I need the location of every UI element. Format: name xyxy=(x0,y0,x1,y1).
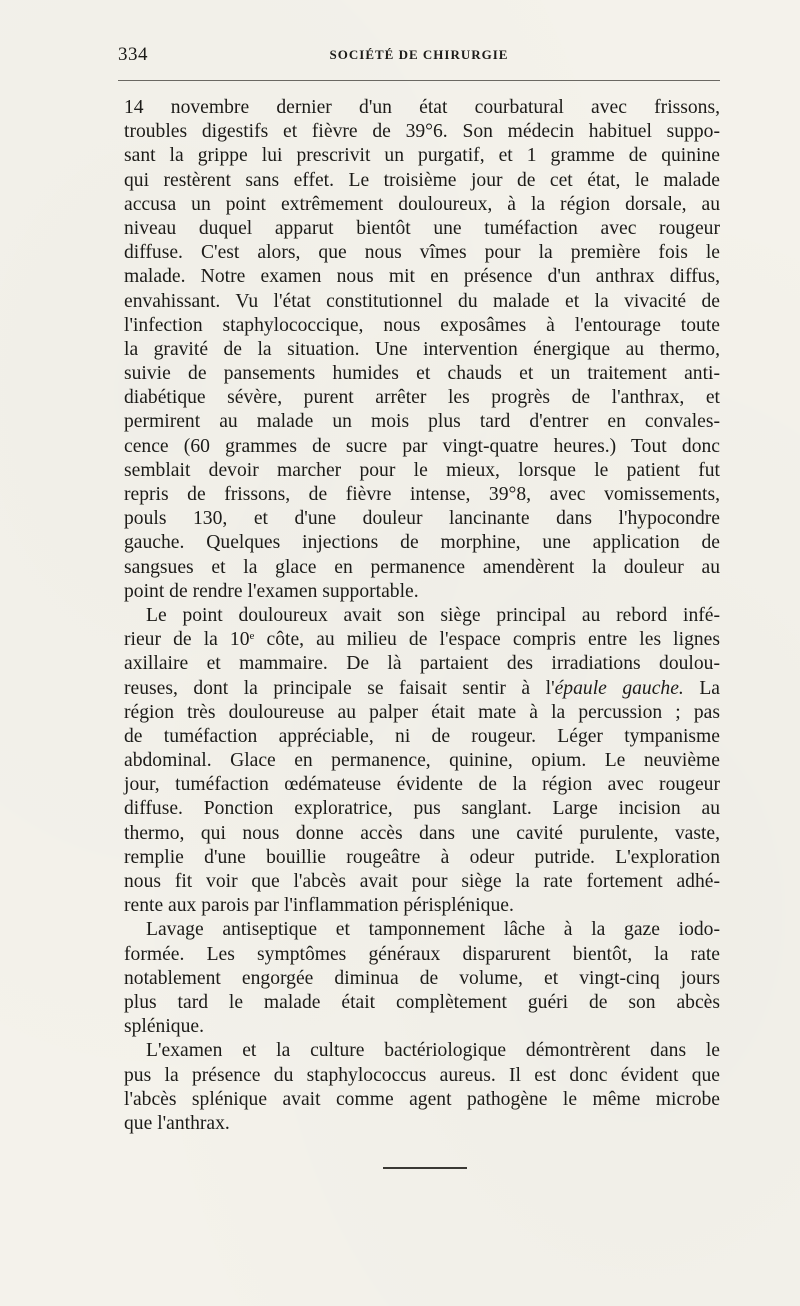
text-line: remplie d'une bouillie rougeâtre à odeur putride. L'exploration xyxy=(124,846,720,868)
text-line: envahissant. Vu l'état constitutionnel du malade et la vivacité de xyxy=(124,290,720,312)
text-line: pouls 130, et d'une douleur lancinante dans l'hypocondre xyxy=(124,508,720,530)
header-rule xyxy=(118,80,720,81)
paragraph-4 xyxy=(124,1039,720,1136)
running-title: SOCIÉTÉ DE CHIRURGIE xyxy=(329,47,509,62)
text-fragment: La xyxy=(683,677,720,699)
superscript: e xyxy=(249,630,255,643)
paragraph-1 xyxy=(124,96,720,604)
text-line: jour, tuméfaction œdémateuse évidente de la région avec rougeur xyxy=(124,774,720,796)
text-line: splénique. xyxy=(124,1016,204,1038)
text-line: l'abcès splénique avait comme agent pathogène le même microbe xyxy=(124,1088,720,1110)
text-line xyxy=(124,628,720,652)
text-line: de tuméfaction appréciable, ni de rougeur. Léger tympanisme xyxy=(124,725,720,747)
text-line: l'infection staphylococcique, nous exposâmes à l'entourage toute xyxy=(124,314,720,336)
italic-phrase: épaule gauche. xyxy=(554,677,684,699)
text-line: malade. Notre examen nous mit en présence d'un anthrax diffus, xyxy=(124,266,720,288)
text-line: L'examen et la culture bactériologique démontrèrent dans le xyxy=(146,1040,720,1062)
text-line: Lavage antiseptique et tamponnement lâche à la gaze iodo- xyxy=(146,919,720,941)
text-line: notablement engorgée diminua de volume, et vingt-cinq jours xyxy=(124,967,720,989)
text-line: suivie de pansements humides et chauds et un traitement anti- xyxy=(124,363,720,385)
text-line: cence (60 grammes de sucre par vingt-quatre heures.) Tout donc xyxy=(124,435,720,457)
text-fragment: côte, au milieu de l'espace compris entre les lignes xyxy=(254,629,720,651)
text-line: diabétique sévère, purent arrêter les progrès de l'anthrax, et xyxy=(124,387,720,409)
text-line: accusa un point extrêmement douloureux, à la région dorsale, au xyxy=(124,193,720,215)
text-line: thermo, qui nous donne accès dans une cavité purulente, vaste, xyxy=(124,822,720,844)
text-line: la gravité de la situation. Une intervention énergique au thermo, xyxy=(124,338,720,360)
body-text xyxy=(124,96,720,1136)
text-line: troubles digestifs et fièvre de 39°6. Son médecin habituel suppo- xyxy=(124,121,720,143)
text-line: région très douloureuse au palper était mate à la percussion ; pas xyxy=(124,701,720,723)
paragraph-2 xyxy=(124,604,720,918)
text-line: repris de frissons, de fièvre intense, 39°8, avec vomissements, xyxy=(124,484,720,505)
text-line: semblait devoir marcher pour le mieux, lorsque le patient fut xyxy=(124,459,720,481)
text-line: diffuse. C'est alors, que nous vîmes pour la première fois le xyxy=(124,242,720,264)
text-line: Le point douloureux avait son siège principal au rebord infé- xyxy=(146,604,720,626)
text-fragment: reuses, dont la principale se faisait sentir à l' xyxy=(124,677,555,699)
paragraph-3 xyxy=(124,918,720,1039)
text-line: point de rendre l'examen supportable. xyxy=(124,580,419,602)
text-line: niveau duquel apparut bientôt une tuméfaction avec rougeur xyxy=(124,217,720,239)
text-line: qui restèrent sans effet. Le troisième jour de cet état, le malade xyxy=(124,169,720,191)
page-header xyxy=(118,44,720,72)
page-number: 334 xyxy=(118,44,148,65)
text-line: permirent au malade un mois plus tard d'entrer en convales- xyxy=(124,411,720,433)
text-line: pus la présence du staphylococcus aureus. Il est donc évident que xyxy=(124,1064,720,1086)
text-fragment: rieur de la 10 xyxy=(124,629,250,651)
text-line: que l'anthrax. xyxy=(124,1112,230,1134)
text-line: formée. Les symptômes généraux disparurent bientôt, la rate xyxy=(124,943,720,965)
text-line: 14 novembre dernier d'un état courbatural avec frissons, xyxy=(124,97,720,118)
text-line: nous fit voir que l'abcès avait pour siège la rate fortement adhé- xyxy=(124,871,720,892)
text-line: diffuse. Ponction exploratrice, pus sanglant. Large incision au xyxy=(124,798,720,820)
text-line: sant la grippe lui prescrivit un purgatif, et 1 gramme de quinine xyxy=(124,145,720,167)
text-line: plus tard le malade était complètement guéri de son abcès xyxy=(124,991,720,1013)
text-line: abdominal. Glace en permanence, quinine, opium. Le neuvième xyxy=(124,750,720,772)
end-rule xyxy=(383,1167,467,1169)
text-line xyxy=(124,677,720,701)
text-line: gauche. Quelques injections de morphine, une application de xyxy=(124,532,720,554)
text-line: sangsues et la glace en permanence amendèrent la douleur au xyxy=(124,556,720,578)
text-line: axillaire et mammaire. De là partaient des irradiations doulou- xyxy=(124,653,720,675)
text-line: rente aux parois par l'inflammation périsplénique. xyxy=(124,895,514,917)
